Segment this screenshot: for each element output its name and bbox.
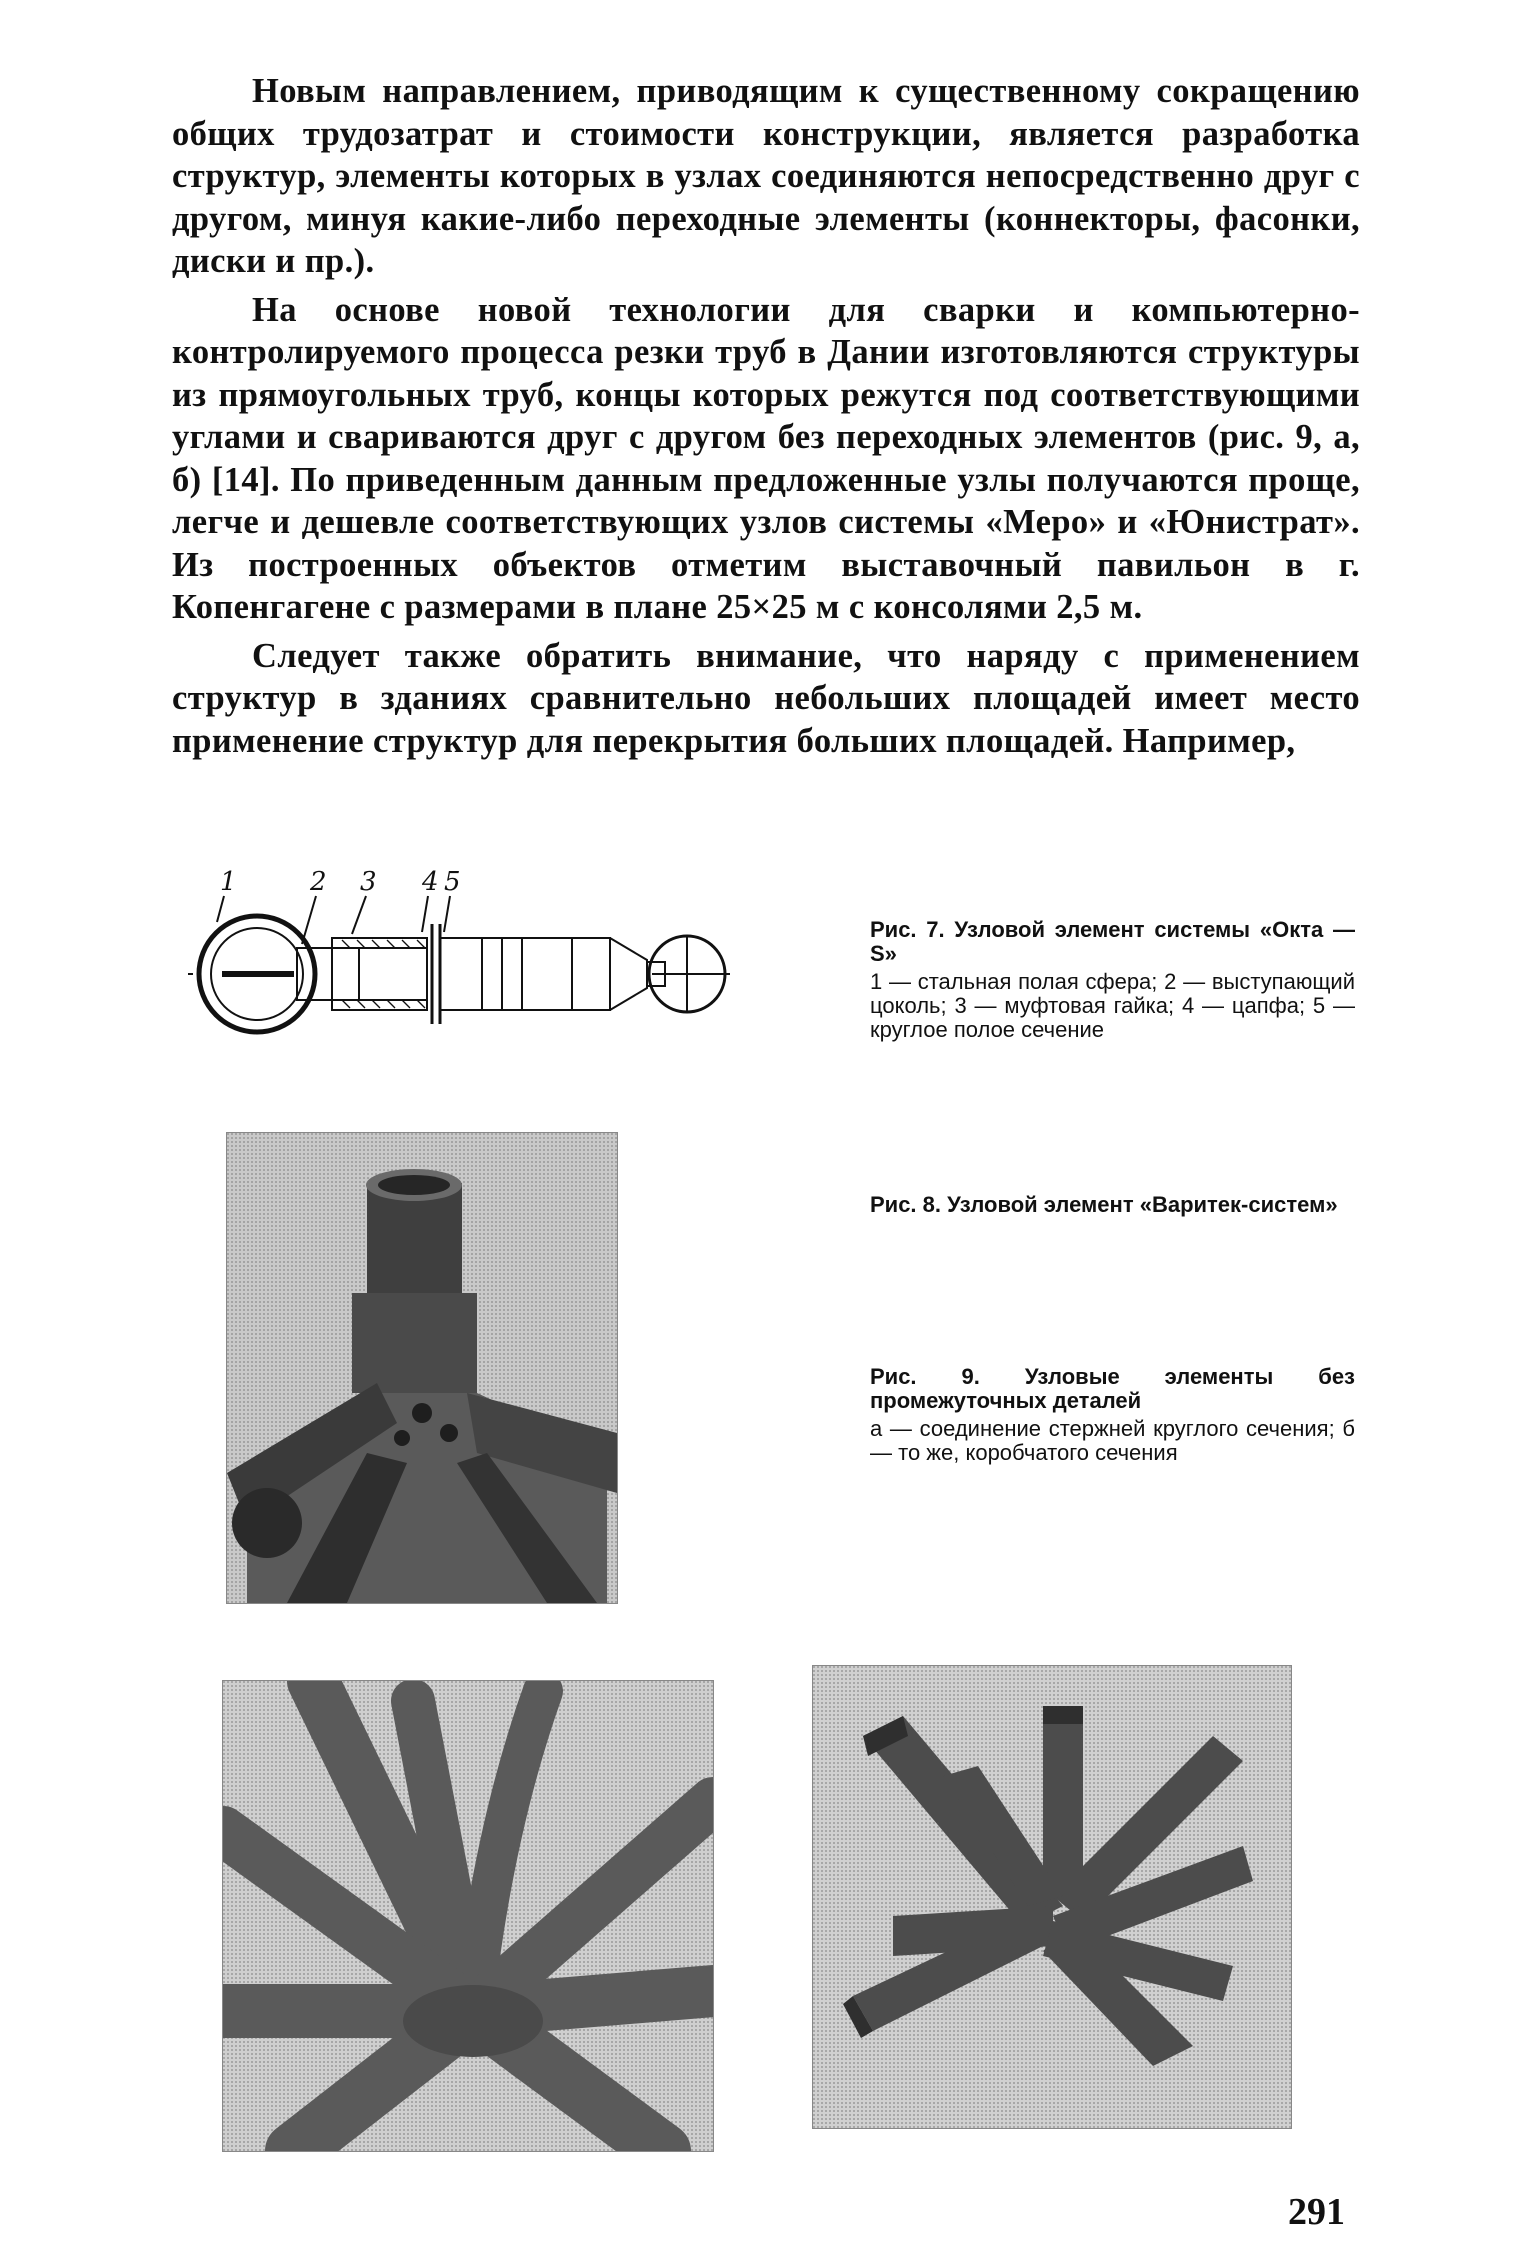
figure-9-title: Рис. 9. Узловые элементы без промежуточных деталей	[870, 1364, 1355, 1413]
paragraph-1: Новым направлением, приводящим к существенному сокращению общих трудозатрат и стоимости конструкции, является разработка структур, элементы которых в узлах соединяются непосредственно друг с другом, минуя какие-либо переходные элементы (коннекторы, фасонки, диски и пр.).	[172, 72, 1360, 280]
figure-8-title: Рис. 8. Узловой элемент «Варитек-систем»	[870, 1192, 1338, 1217]
figure-7-title: Рис. 7. Узловой элемент системы «Окта — S»	[870, 917, 1355, 966]
figure-8-photo	[226, 1132, 618, 1604]
figure-7-description: 1 — стальная полая сфера; 2 — выступающий цоколь; 3 — муфтовая гайка; 4 — цапфа; 5 — круглое полое сечение	[870, 969, 1355, 1042]
figure-9b-photo	[812, 1665, 1292, 2129]
paragraph-2: На основе новой технологии для сварки и компьютерно-контролируемого процесса резки труб в Дании изготовляются структуры из прямоугольных труб, концы которых режутся под соответствующими углами и свариваются друг с другом без переходных элементов (рис. 9, а, б) [14]. По приведенным данным предложенные узлы получаются проще, легче и дешевле соответствующих узлов системы «Меро» и «Юнистрат». Из построенных объектов отметим выставочный павильон в г. Копенгагене с размерами в плане 25×25 м с консолями 2,5 м.	[172, 290, 1360, 626]
callout-label-4: 4	[422, 867, 439, 897]
figure-7-caption	[870, 918, 1355, 1042]
page-number: 291	[1288, 2191, 1345, 2233]
body-text	[172, 70, 1360, 768]
figure-8-caption	[870, 1193, 1355, 1217]
figure-7-drawing	[182, 862, 732, 1077]
paragraph-3: Следует также обратить внимание, что наряду с применением структур в зданиях сравнительно небольших площадей имеет место применение структур для перекрытия больших площадей. Например,	[172, 636, 1360, 760]
figure-9-caption	[870, 1365, 1355, 1465]
callout-label-1: 1	[220, 867, 237, 897]
figure-9a-photo	[222, 1680, 714, 2152]
callout-label-2: 2	[310, 867, 327, 897]
callout-label-3: 3	[360, 867, 377, 897]
callout-label-5: 5	[444, 867, 461, 897]
figure-9-description: а — соединение стержней круглого сечения; б — то же, коробчатого сечения	[870, 1416, 1355, 1465]
